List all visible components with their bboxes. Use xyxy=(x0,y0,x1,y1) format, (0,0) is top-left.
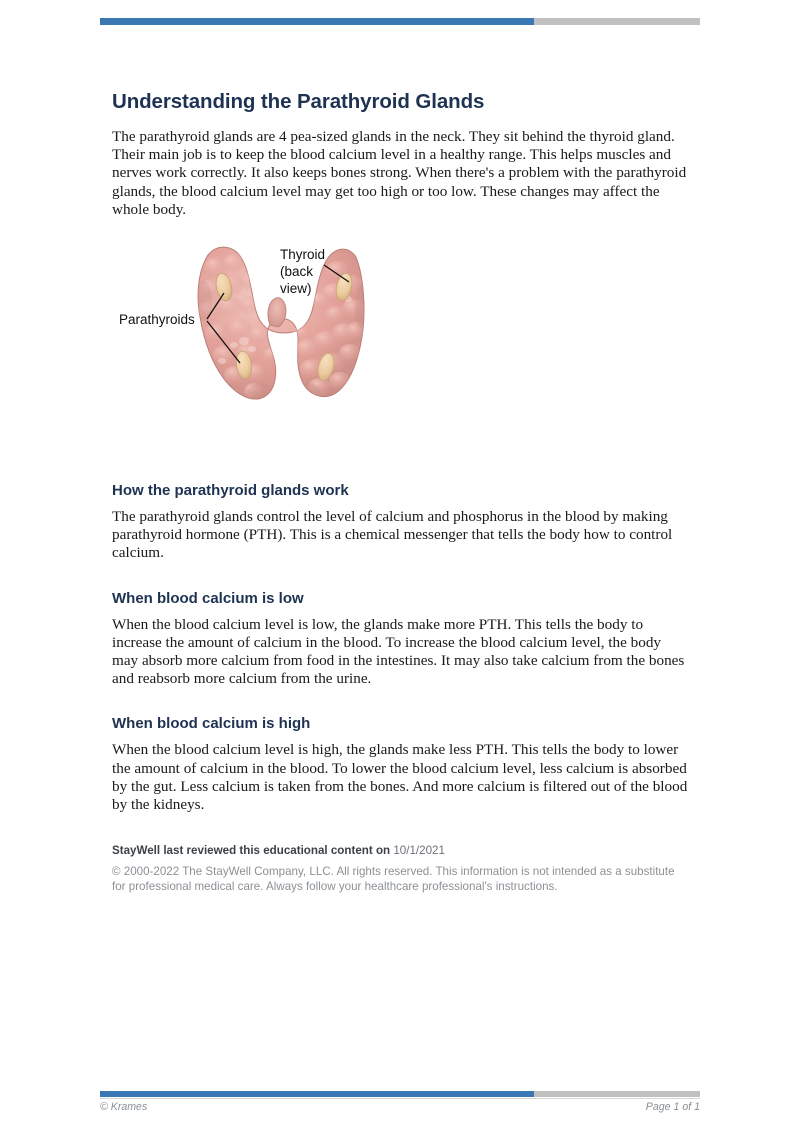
thyroid-gland-illustration xyxy=(112,241,442,426)
section-how-glands-work xyxy=(112,482,688,563)
review-block xyxy=(112,844,688,894)
header-rule xyxy=(100,18,700,25)
intro-paragraph: The parathyroid glands are 4 pea-sized glands in the neck. They sit behind the thyroid gland. Their main job is to keep the blood calcium level in a healthy range. This helps muscles and nerves work correctly. It also keeps bones strong. When there's a problem with the parathyroid glands, the blood calcium level may get too high or too low. These changes may affect the whole body. xyxy=(112,128,687,218)
legal-disclaimer: © 2000-2022 The StayWell Company, LLC. All rights reserved. This information is not intended as a substitute for professional medical care. Always follow your healthcare professional's instructions. xyxy=(112,865,675,893)
review-line xyxy=(112,844,688,858)
section-calcium-low xyxy=(112,590,688,689)
section-calcium-high xyxy=(112,715,688,814)
section-heading: When blood calcium is low xyxy=(112,589,304,607)
review-label: StayWell last reviewed this educational content on xyxy=(112,844,391,858)
footer xyxy=(100,1101,700,1113)
header-rule-blue-segment xyxy=(100,18,534,25)
section-body: When the blood calcium level is low, the glands make more PTH. This tells the body to increase the amount of calcium in the blood. To increase the blood calcium level, the body may absorb more calcium from food in the intestines. It may also take calcium from the bones and reabsorb more calcium from the urine. xyxy=(112,615,685,688)
thyroid-figure xyxy=(112,241,442,426)
footer-copyright: © Krames xyxy=(100,1101,148,1113)
footer-rule-gray-segment xyxy=(534,1091,700,1097)
document-content xyxy=(112,90,688,894)
footer-rule-blue-segment xyxy=(100,1091,534,1097)
section-body: The parathyroid glands control the level of calcium and phosphorus in the blood by making parathyroid hormone (PTH). This is a chemical messenger that tells the body how to control calcium. xyxy=(112,508,673,562)
label-thyroid-line2: (back xyxy=(280,264,314,280)
header-rule-gray-segment xyxy=(534,18,700,25)
section-heading: How the parathyroid glands work xyxy=(112,482,349,500)
page-title: Understanding the Parathyroid Glands xyxy=(112,90,485,113)
footer-divider xyxy=(100,1098,700,1099)
section-heading: When blood calcium is high xyxy=(112,715,311,733)
footer-page-number: Page 1 of 1 xyxy=(645,1101,700,1113)
footer-rule xyxy=(100,1091,700,1097)
review-date: 10/1/2021 xyxy=(393,844,445,858)
label-parathyroids: Parathyroids xyxy=(119,312,195,328)
label-thyroid-line3: view) xyxy=(280,281,312,297)
label-thyroid-line1: Thyroid xyxy=(280,247,326,263)
section-body: When the blood calcium level is high, the glands make less PTH. This tells the body to lower the amount of calcium in the blood. To lower the blood calcium level, less calcium is absorbed by the gut. Less calcium is taken from the bones. And more calcium is filtered out of the blood by the kidneys. xyxy=(112,741,688,814)
